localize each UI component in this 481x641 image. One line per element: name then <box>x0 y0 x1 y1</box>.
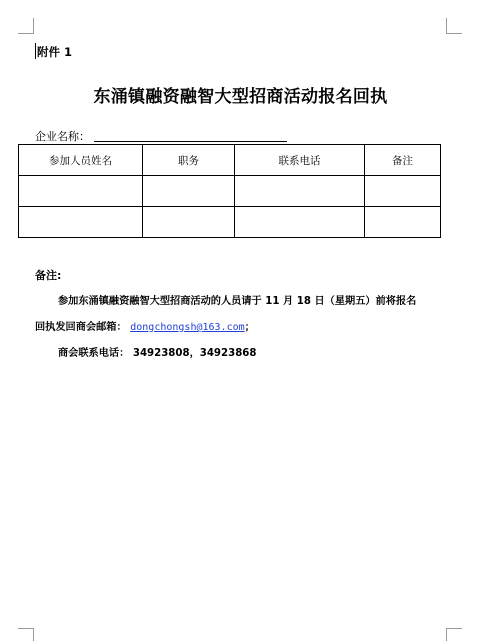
column-header-name: 参加人员姓名 <box>19 145 143 176</box>
company-name-underline <box>94 141 287 142</box>
phone-label: 商会联系电话： <box>58 348 130 359</box>
notes-heading: 备注: <box>35 269 62 282</box>
company-name-row <box>35 128 90 144</box>
attendee-table <box>18 144 441 238</box>
table-header-row <box>19 145 441 176</box>
notes-phone-line <box>58 344 256 359</box>
notes-email-suffix: ； <box>244 322 255 333</box>
table-cell[interactable] <box>143 176 235 207</box>
table-cell[interactable] <box>365 207 441 238</box>
table-cell[interactable] <box>19 176 143 207</box>
company-name-label: 企业名称： <box>35 130 90 143</box>
notes-deadline-text: 参加东涌镇融资融智大型招商活动的人员请于 11 月 18 日（星期五）前将报名 <box>58 296 417 307</box>
phone-numbers: 34923808，34923868 <box>132 348 257 359</box>
notes-email-prefix: 回执发回商会邮箱： <box>35 322 127 333</box>
email-link[interactable]: dongchongsh@163.com <box>130 322 245 333</box>
table-cell[interactable] <box>365 176 441 207</box>
document-title: 东涌镇融资融智大型招商活动报名回执 <box>93 87 388 107</box>
attachment-label: 附件 1 <box>37 45 73 59</box>
table-cell[interactable] <box>235 207 365 238</box>
crop-mark-bottom-right-v <box>446 628 447 641</box>
crop-mark-top-left-h <box>18 33 34 34</box>
notes-email-line <box>35 318 255 333</box>
crop-mark-bottom-left-v <box>33 628 34 641</box>
table-cell[interactable] <box>143 207 235 238</box>
column-header-phone: 联系电话 <box>235 145 365 176</box>
table-row <box>19 207 441 238</box>
table-row <box>19 176 441 207</box>
crop-mark-top-right-v <box>446 18 447 34</box>
text-cursor <box>35 43 36 59</box>
crop-mark-bottom-left-h <box>18 628 34 629</box>
crop-mark-bottom-right-h <box>446 628 462 629</box>
crop-mark-top-right-h <box>446 33 462 34</box>
table-cell[interactable] <box>235 176 365 207</box>
crop-mark-top-left-v <box>33 18 34 34</box>
table-cell[interactable] <box>19 207 143 238</box>
column-header-remarks: 备注 <box>365 145 441 176</box>
column-header-position: 职务 <box>143 145 235 176</box>
